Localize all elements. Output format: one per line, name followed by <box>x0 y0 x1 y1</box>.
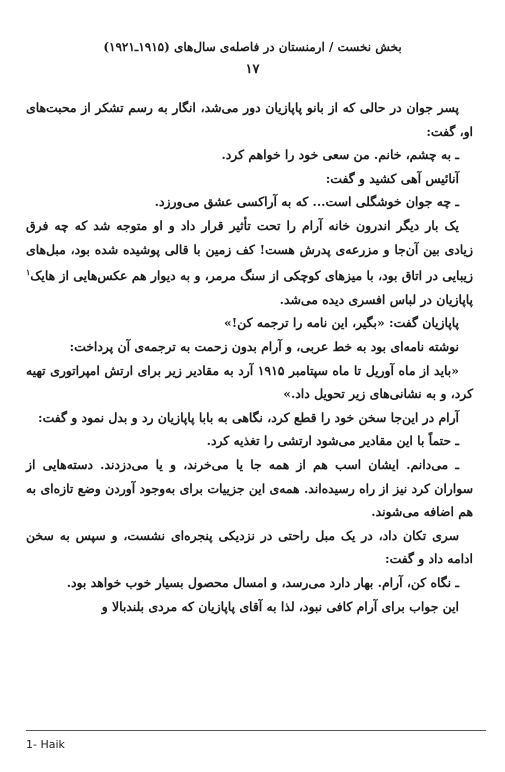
footnote: 1- Haik <box>26 738 65 751</box>
paragraph: این جواب برای آرام کافی نبود، لذا به آقای پاپازیان که مردی بلندبالا و <box>101 598 459 614</box>
paragraph: آنائیس آهی کشید و گفت: <box>325 170 459 186</box>
dialogue-line: ـ نگاه کن، آرام. بهار دارد می‌رسد، و امسال محصول بسیار خوب خواهد بود. <box>66 575 459 590</box>
dialogue-line: ـ حتماً با این مقادیر می‌شود ارتشی را تغذیه کرد. <box>206 433 459 449</box>
running-head: بخش نخست / ارمنستان در فاصله‌ی سال‌های (۱۹۱۵ـ۱۹۲۱) <box>103 40 402 54</box>
body-text <box>26 96 473 618</box>
paragraph: پاپازیان گفت: «بگیر، این نامه را ترجمه کن!» <box>224 315 459 331</box>
paragraph <box>26 214 473 312</box>
dialogue-line: ـ چه جوان خوشگلی است... که به آراکسی عشق می‌ورزد. <box>154 194 459 210</box>
footnote-divider <box>26 730 486 731</box>
quoted-letter: «باید از ماه آوریل تا ماه سپتامبر ۱۹۱۵ آرد به مقادیر زیر برای ارتش امپراتوری تهیه کرد، و به نشانی‌های زیر تحویل داد.» <box>26 362 473 402</box>
paragraph: پسر جوان در حالی که از بانو پاپازیان دور می‌شد، انگار به رسم تشکر از محبت‌های او، گفت: <box>26 100 473 139</box>
paragraph: آرام در این‌جا سخن خود را قطع کرد، نگاهی به بابا پاپازیان رد و بدل نمود و گفت: <box>38 409 459 425</box>
paragraph: نوشته نامه‌ای بود به خط عربی، و آرام بدون زحمت به ترجمه‌ی آن پرداخت: <box>69 339 459 355</box>
paragraph-text: یک بار دیگر اندرون خانه آرام را تحت تأثیر قرار داد و او متوجه شد که چه فرق زیادی بین آن‌جا و مزرعه‌ی پدرش هست! کف زمین با قالی پوشیده شده بود، مبل‌های زیبایی در اتاق بود، با میزهای کوچکی از سنگ مرمر، و به دیوار هم عکس‌هایی از هایک <box>26 217 473 284</box>
page-number: ۱۷ <box>245 62 260 77</box>
dialogue-line: ـ می‌دانم. ایشان اسب هم از همه جا یا می‌خرند، و یا می‌دزدند. دسته‌هایی از سواران کرد نیز از راه رسیده‌اند. همه‌ی این جزییات برای به‌وجود آوردن وضع تازه‌ای به هم اضافه می‌شوند. <box>26 457 473 520</box>
dialogue-line: ـ به چشم، خانم. من سعی خود را خواهم کرد. <box>221 147 459 163</box>
paragraph-text-continued: پاپازیان در لباس افسری دیده می‌شد. <box>279 291 473 307</box>
paragraph: سری تکان داد، در یک مبل راحتی در نزدیکی پنجره‌ای نشست، و سپس به سخن ادامه داد و گفت: <box>26 527 473 567</box>
footnote-marker: ۱ <box>26 267 31 278</box>
